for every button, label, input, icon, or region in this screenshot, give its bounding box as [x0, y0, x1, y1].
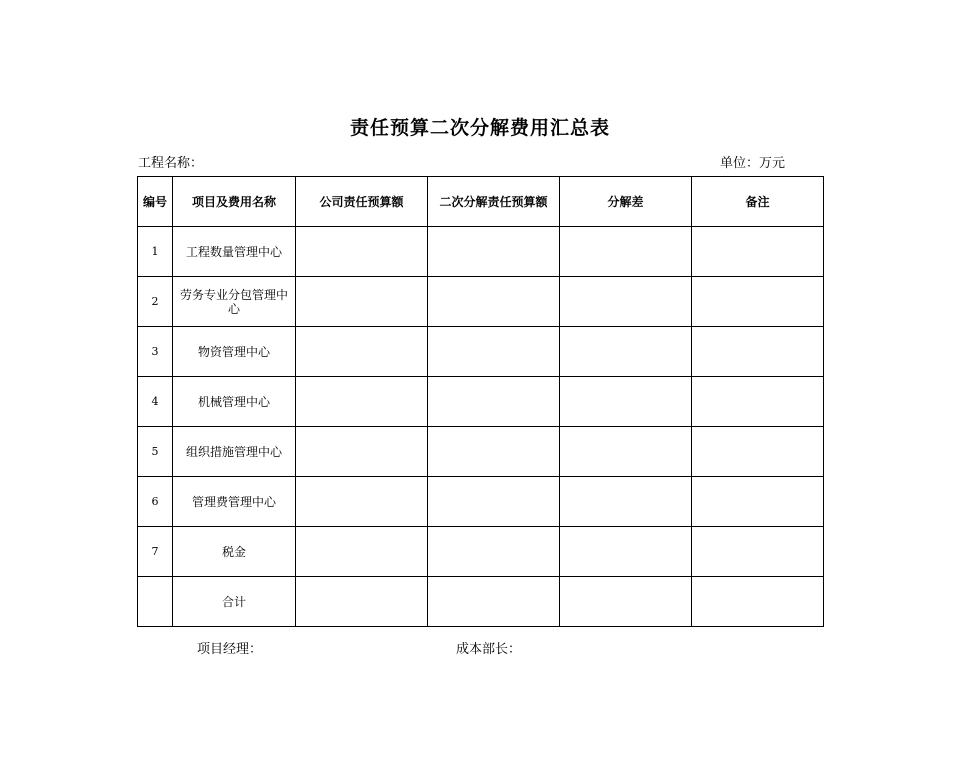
project-manager-label: 项目经理： [197, 642, 263, 657]
row-number [138, 577, 173, 627]
cost-summary-table [137, 176, 824, 627]
table-row [138, 427, 824, 477]
remarks-cell[interactable] [692, 427, 824, 477]
cost-director-label: 成本部长： [456, 642, 522, 657]
difference-cell[interactable] [560, 477, 692, 527]
company-budget-cell[interactable] [296, 477, 428, 527]
project-name-label: 工程名称： [138, 156, 204, 171]
remarks-cell[interactable] [692, 227, 824, 277]
remarks-cell[interactable] [692, 377, 824, 427]
company-budget-cell[interactable] [296, 277, 428, 327]
table-row [138, 377, 824, 427]
row-item-name: 工程数量管理中心 [173, 227, 296, 277]
table-header-row [138, 177, 824, 227]
secondary-budget-cell[interactable] [428, 327, 560, 377]
remarks-cell[interactable] [692, 477, 824, 527]
remarks-cell[interactable] [692, 527, 824, 577]
row-item-name: 合计 [173, 577, 296, 627]
company-budget-cell[interactable] [296, 577, 428, 627]
table-row [138, 227, 824, 277]
remarks-cell[interactable] [692, 577, 824, 627]
secondary-budget-cell[interactable] [428, 427, 560, 477]
table-row [138, 477, 824, 527]
header-number: 编号 [138, 177, 173, 227]
difference-cell[interactable] [560, 377, 692, 427]
remarks-cell[interactable] [692, 277, 824, 327]
secondary-budget-cell[interactable] [428, 377, 560, 427]
header-item-name: 项目及费用名称 [173, 177, 296, 227]
difference-cell[interactable] [560, 527, 692, 577]
row-number: 3 [138, 327, 173, 377]
total-row [138, 577, 824, 627]
table-row [138, 327, 824, 377]
secondary-budget-cell[interactable] [428, 227, 560, 277]
row-item-name: 劳务专业分包管理中心 [173, 277, 296, 327]
table-row [138, 527, 824, 577]
company-budget-cell[interactable] [296, 377, 428, 427]
row-item-name: 物资管理中心 [173, 327, 296, 377]
company-budget-cell[interactable] [296, 527, 428, 577]
header-secondary-budget: 二次分解责任预算额 [428, 177, 560, 227]
remarks-cell[interactable] [692, 327, 824, 377]
row-item-name: 组织措施管理中心 [173, 427, 296, 477]
row-number: 4 [138, 377, 173, 427]
secondary-budget-cell[interactable] [428, 577, 560, 627]
row-item-name: 机械管理中心 [173, 377, 296, 427]
company-budget-cell[interactable] [296, 227, 428, 277]
unit-label: 单位：万元 [720, 156, 786, 171]
difference-cell[interactable] [560, 577, 692, 627]
company-budget-cell[interactable] [296, 327, 428, 377]
row-number: 2 [138, 277, 173, 327]
secondary-budget-cell[interactable] [428, 477, 560, 527]
table-row [138, 277, 824, 327]
company-budget-cell[interactable] [296, 427, 428, 477]
row-number: 5 [138, 427, 173, 477]
row-number: 1 [138, 227, 173, 277]
page-title: 责任预算二次分解费用汇总表 [349, 117, 610, 139]
header-difference: 分解差 [560, 177, 692, 227]
secondary-budget-cell[interactable] [428, 527, 560, 577]
row-item-name: 税金 [173, 527, 296, 577]
difference-cell[interactable] [560, 277, 692, 327]
header-remarks: 备注 [692, 177, 824, 227]
secondary-budget-cell[interactable] [428, 277, 560, 327]
row-item-name: 管理费管理中心 [173, 477, 296, 527]
header-company-budget: 公司责任预算额 [296, 177, 428, 227]
row-number: 6 [138, 477, 173, 527]
difference-cell[interactable] [560, 427, 692, 477]
difference-cell[interactable] [560, 327, 692, 377]
difference-cell[interactable] [560, 227, 692, 277]
row-number: 7 [138, 527, 173, 577]
